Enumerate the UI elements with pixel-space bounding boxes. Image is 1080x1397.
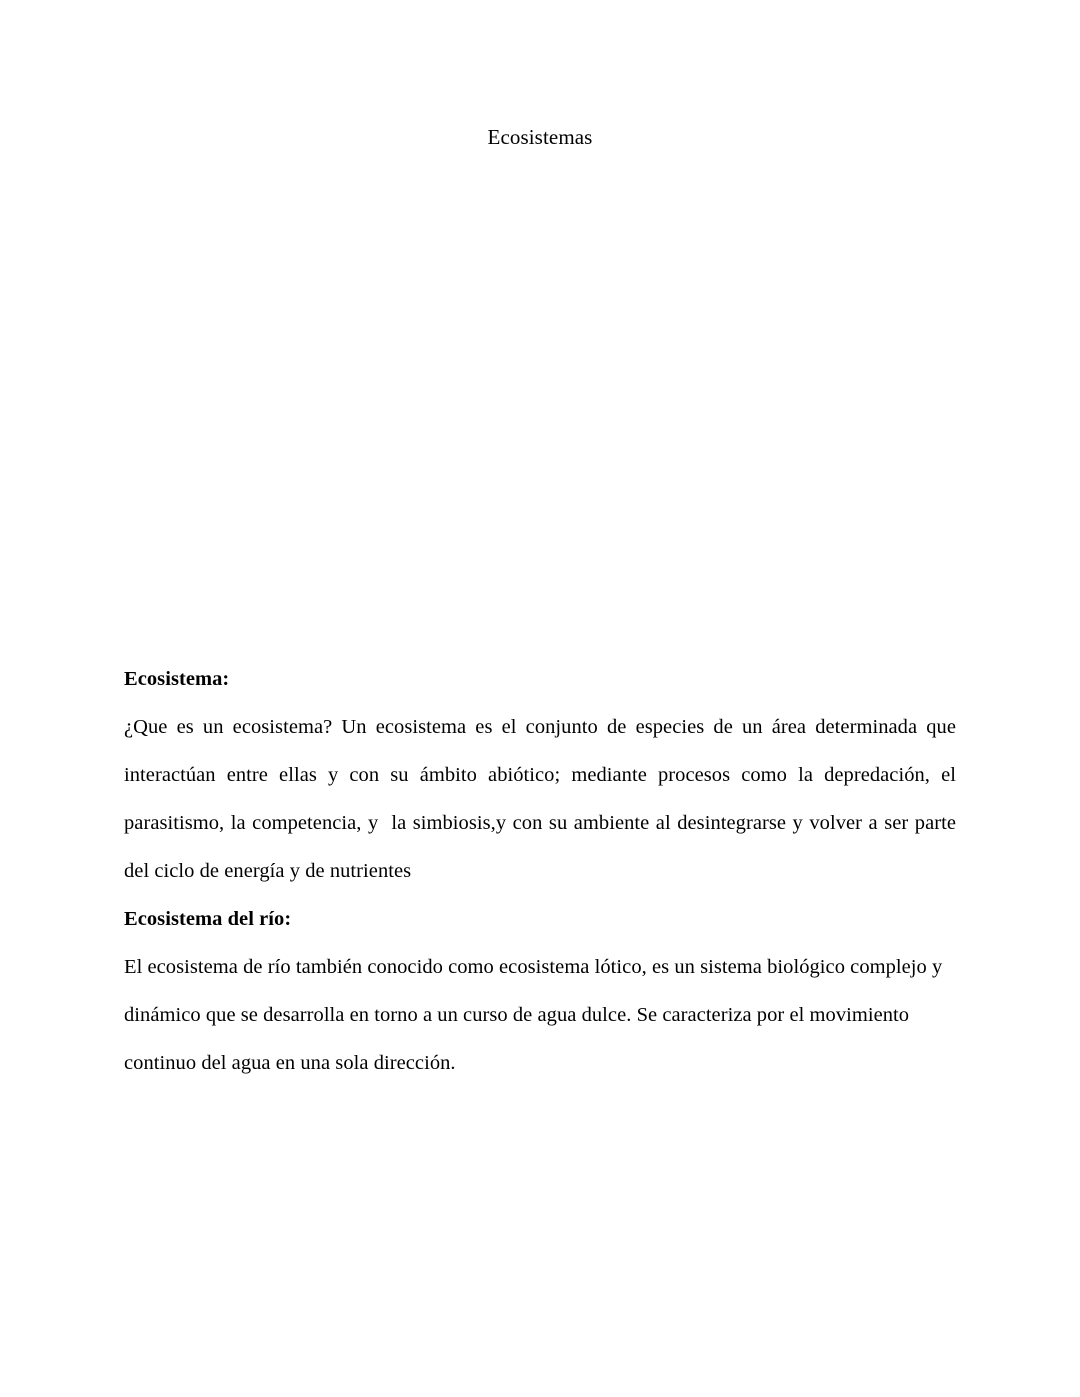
section-paragraph-ecosistema-del-rio: El ecosistema de río también conocido como ecosistema lótico, es un sistema biológico complejo y dinámico que se desarrolla en torno a un curso de agua dulce. Se caracteriza por el movimiento continuo del agua en una sola dirección. [124, 956, 948, 1074]
section-heading-ecosistema-del-rio: Ecosistema del río: [124, 908, 292, 930]
section-ecosistema-del-rio [124, 895, 956, 1087]
section-ecosistema [124, 655, 962, 895]
section-paragraph-ecosistema: ¿Que es un ecosistema? Un ecosistema es el conjunto de especies de un área determinada que interactúan entre ellas y con su ámbito abiótico; mediante procesos como la depredación, el parasitismo, la competencia, y la simbiosis,y con su ambiente al desintegrarse y volver a ser parte del ciclo de energía y de nutrientes [124, 716, 962, 882]
section-heading-ecosistema: Ecosistema: [124, 668, 230, 690]
document-body [124, 655, 962, 1087]
page-title: Ecosistemas [487, 125, 593, 149]
